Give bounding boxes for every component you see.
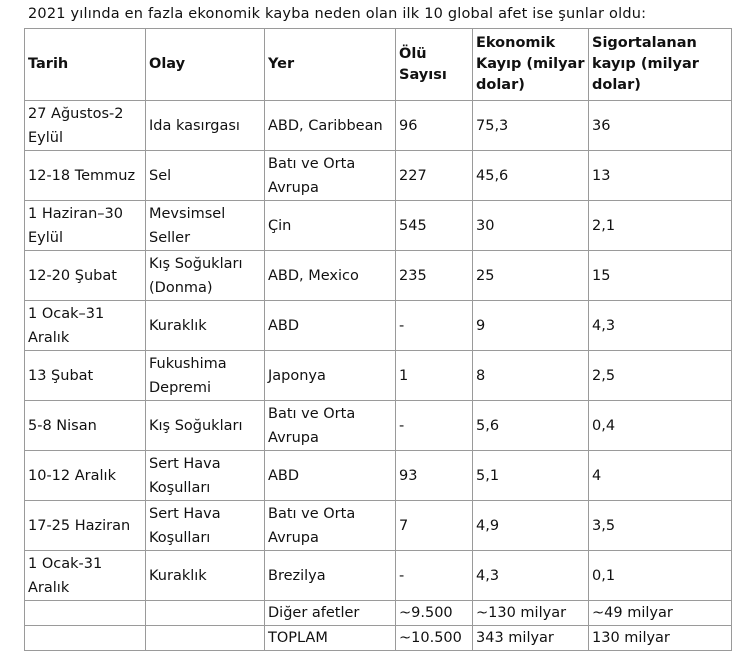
cell-economic-loss: 5,6: [473, 401, 589, 451]
table-row: [25, 551, 732, 601]
table-row: [25, 301, 732, 351]
cell-place: TOPLAM: [265, 626, 396, 651]
col-header-economic-loss: Ekonomik Kayıp (milyar dolar): [473, 29, 589, 101]
cell-deaths: -: [396, 301, 473, 351]
cell-event: Kuraklık: [146, 301, 265, 351]
col-header-date: Tarih: [25, 29, 146, 101]
cell-economic-loss: 9: [473, 301, 589, 351]
cell-empty: [146, 601, 265, 626]
cell-place: ABD, Caribbean: [265, 101, 396, 151]
cell-deaths: 545: [396, 201, 473, 251]
table-row: [25, 251, 732, 301]
cell-deaths: 235: [396, 251, 473, 301]
cell-date: 5-8 Nisan: [25, 401, 146, 451]
cell-date: 1 Ocak-31 Aralık: [25, 551, 146, 601]
table-row: [25, 451, 732, 501]
cell-event: Sert Hava Koşulları: [146, 501, 265, 551]
cell-place: ABD: [265, 301, 396, 351]
cell-economic-loss: 343 milyar: [473, 626, 589, 651]
cell-economic-loss: 45,6: [473, 151, 589, 201]
cell-insured-loss: 0,4: [589, 401, 732, 451]
cell-insured-loss: ~49 milyar: [589, 601, 732, 626]
cell-deaths: ~9.500: [396, 601, 473, 626]
cell-place: Brezilya: [265, 551, 396, 601]
cell-place: Batı ve Orta Avrupa: [265, 501, 396, 551]
cell-place: ABD: [265, 451, 396, 501]
cell-place: Çin: [265, 201, 396, 251]
cell-empty: [25, 626, 146, 651]
cell-deaths: 93: [396, 451, 473, 501]
cell-insured-loss: 13: [589, 151, 732, 201]
col-header-place: Yer: [265, 29, 396, 101]
table-caption: 2021 yılında en fazla ekonomik kayba neden olan ilk 10 global afet ise şunlar oldu:: [28, 6, 647, 22]
cell-event: Mevsimsel Seller: [146, 201, 265, 251]
cell-insured-loss: 2,1: [589, 201, 732, 251]
cell-economic-loss: 30: [473, 201, 589, 251]
cell-deaths: 96: [396, 101, 473, 151]
cell-insured-loss: 3,5: [589, 501, 732, 551]
cell-deaths: -: [396, 551, 473, 601]
cell-event: Fukushima Depremi: [146, 351, 265, 401]
cell-date: 27 Ağustos-2 Eylül: [25, 101, 146, 151]
cell-deaths: -: [396, 401, 473, 451]
cell-place: Japonya: [265, 351, 396, 401]
cell-empty: [25, 601, 146, 626]
cell-economic-loss: ~130 milyar: [473, 601, 589, 626]
table-row: [25, 101, 732, 151]
header-row: [25, 29, 732, 101]
cell-economic-loss: 25: [473, 251, 589, 301]
cell-insured-loss: 4,3: [589, 301, 732, 351]
table-row: [25, 501, 732, 551]
cell-deaths: 7: [396, 501, 473, 551]
cell-deaths: 1: [396, 351, 473, 401]
table-row: [25, 151, 732, 201]
disaster-table: [24, 28, 732, 651]
cell-date: 10-12 Aralık: [25, 451, 146, 501]
cell-event: Sert Hava Koşulları: [146, 451, 265, 501]
cell-insured-loss: 15: [589, 251, 732, 301]
cell-date: 1 Haziran–30 Eylül: [25, 201, 146, 251]
cell-event: Kış Soğukları (Donma): [146, 251, 265, 301]
cell-economic-loss: 8: [473, 351, 589, 401]
cell-insured-loss: 36: [589, 101, 732, 151]
cell-insured-loss: 130 milyar: [589, 626, 732, 651]
cell-insured-loss: 4: [589, 451, 732, 501]
cell-deaths: 227: [396, 151, 473, 201]
cell-empty: [146, 626, 265, 651]
cell-event: Ida kasırgası: [146, 101, 265, 151]
cell-economic-loss: 4,9: [473, 501, 589, 551]
cell-place: Diğer afetler: [265, 601, 396, 626]
table-row: [25, 351, 732, 401]
table-row: [25, 401, 732, 451]
cell-date: 13 Şubat: [25, 351, 146, 401]
cell-place: ABD, Mexico: [265, 251, 396, 301]
cell-economic-loss: 75,3: [473, 101, 589, 151]
table-row: [25, 201, 732, 251]
cell-insured-loss: 0,1: [589, 551, 732, 601]
cell-place: Batı ve Orta Avrupa: [265, 401, 396, 451]
cell-date: 12-20 Şubat: [25, 251, 146, 301]
cell-event: Kuraklık: [146, 551, 265, 601]
cell-date: 17-25 Haziran: [25, 501, 146, 551]
other-disasters-row: [25, 601, 732, 626]
col-header-event: Olay: [146, 29, 265, 101]
col-header-deaths: Ölü Sayısı: [396, 29, 473, 101]
cell-event: Kış Soğukları: [146, 401, 265, 451]
cell-event: Sel: [146, 151, 265, 201]
cell-deaths: ~10.500: [396, 626, 473, 651]
total-row: [25, 626, 732, 651]
cell-insured-loss: 2,5: [589, 351, 732, 401]
cell-economic-loss: 4,3: [473, 551, 589, 601]
cell-date: 1 Ocak–31 Aralık: [25, 301, 146, 351]
cell-economic-loss: 5,1: [473, 451, 589, 501]
cell-date: 12-18 Temmuz: [25, 151, 146, 201]
col-header-insured-loss: Sigortalanan kayıp (milyar dolar): [589, 29, 732, 101]
cell-place: Batı ve Orta Avrupa: [265, 151, 396, 201]
